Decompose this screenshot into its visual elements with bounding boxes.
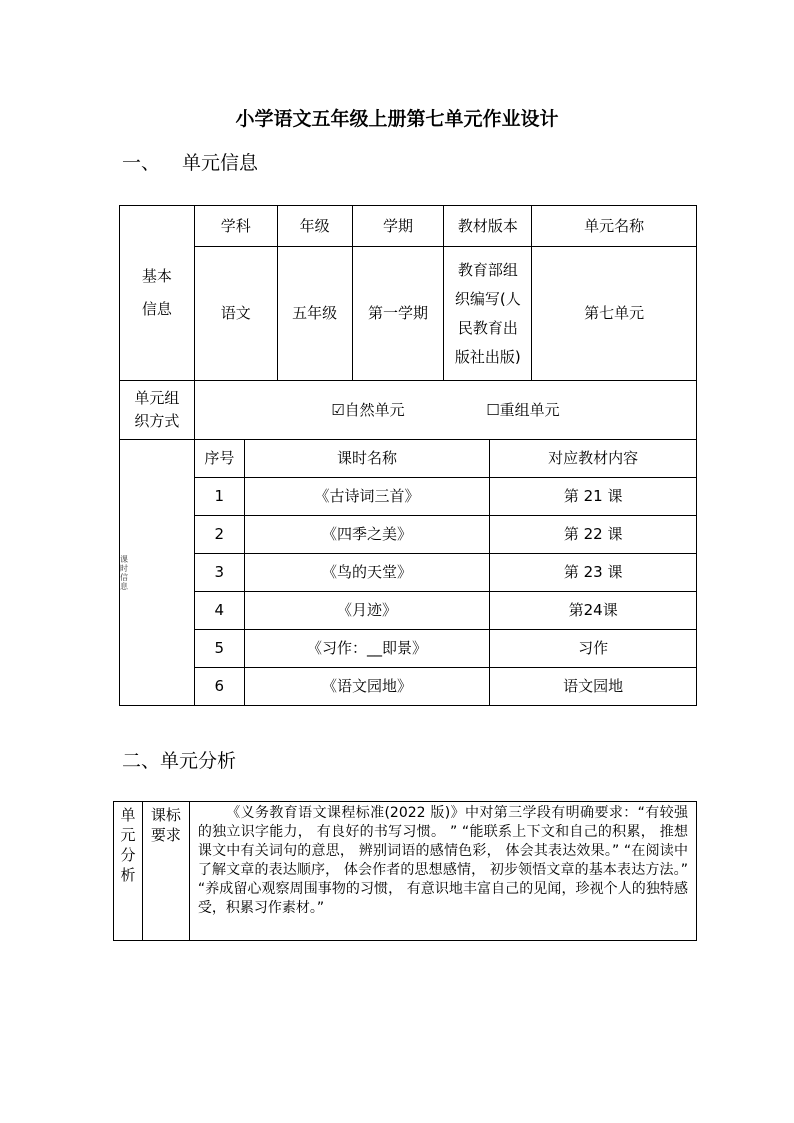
lesson-no: 2 (194, 516, 244, 554)
section-1-number: 一、 (122, 152, 161, 174)
lesson-content: 第24课 (490, 592, 697, 630)
lesson-no: 3 (194, 554, 244, 592)
curriculum-requirement-label: 课标 要求 (142, 802, 189, 941)
lesson-no: 5 (194, 630, 244, 668)
lesson-no: 6 (194, 668, 244, 706)
lesson-no: 4 (194, 592, 244, 630)
lesson-content: 第 21 课 (490, 478, 697, 516)
header-textbook: 教材版本 (444, 206, 532, 247)
lesson-name: 《月迹》 (244, 592, 490, 630)
lesson-content: 习作 (490, 630, 697, 668)
lesson-content: 第 23 课 (490, 554, 697, 592)
lesson-row (120, 478, 697, 516)
lesson-side-label: 课时信息 (120, 440, 195, 706)
analysis-table (113, 801, 697, 941)
option-regroup-unit[interactable]: ☐重组单元 (486, 400, 560, 419)
lesson-table (119, 439, 697, 706)
lesson-name: 《四季之美》 (244, 516, 490, 554)
option-natural-unit[interactable]: ☑自然单元 (331, 400, 405, 419)
value-term: 第一学期 (352, 247, 444, 381)
lesson-name: 《古诗词三首》 (244, 478, 490, 516)
section-2-heading: 二、单元分析 (122, 750, 237, 772)
value-subject: 语文 (194, 247, 277, 381)
section-1-heading (122, 148, 258, 175)
lesson-content: 第 22 课 (490, 516, 697, 554)
unit-info-table (119, 205, 697, 440)
header-grade: 年级 (277, 206, 352, 247)
lesson-row (120, 516, 697, 554)
lesson-row (120, 668, 697, 706)
organisation-label: 单元组 织方式 (120, 381, 195, 440)
lesson-header-content: 对应教材内容 (490, 440, 697, 478)
lesson-header-no: 序号 (194, 440, 244, 478)
header-term: 学期 (352, 206, 444, 247)
value-textbook: 教育部组 织编写(人 民教育出 版社出版) (444, 247, 532, 381)
curriculum-requirement-text: 《义务教育语文课程标准(2022 版)》中对第三学段有明确要求：“有较强的独立识字能力， 有良好的书写习惯。 ” “能联系上下文和自己的积累， 推想课文中有关词句的意思， 辨别词语的感情色彩， 体会其表达效果。” “在阅读中了解文章的表达顺序， 体会作者的思想感情， 初步领悟文章的基本表达方法。” “养成留心观察周围事物的习惯， 有意识地丰富自己的见闻，珍视个人的独特感受，积累习作素材。” (189, 802, 696, 941)
lesson-content: 语文园地 (490, 668, 697, 706)
header-subject: 学科 (194, 206, 277, 247)
lesson-no: 1 (194, 478, 244, 516)
basic-info-label: 基本 信息 (120, 206, 195, 381)
analysis-side-label: 单 元 分 析 (114, 802, 143, 941)
lesson-row (120, 554, 697, 592)
section-1-label: 单元信息 (182, 152, 259, 174)
header-unit-name: 单元名称 (532, 206, 697, 247)
lesson-header-name: 课时名称 (244, 440, 490, 478)
lesson-name: 《语文园地》 (244, 668, 490, 706)
value-unit-name: 第七单元 (532, 247, 697, 381)
document-title: 小学语文五年级上册第七单元作业设计 (235, 108, 559, 130)
value-grade: 五年级 (277, 247, 352, 381)
lesson-row (120, 592, 697, 630)
lesson-row (120, 630, 697, 668)
lesson-name: 《习作：__即景》 (244, 630, 490, 668)
organisation-options (194, 381, 696, 440)
lesson-name: 《鸟的天堂》 (244, 554, 490, 592)
